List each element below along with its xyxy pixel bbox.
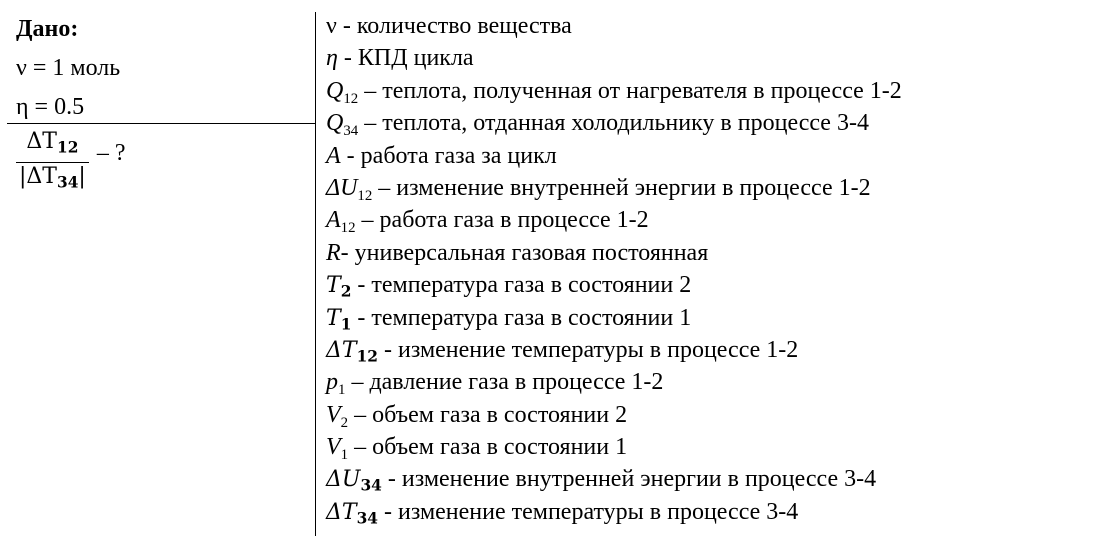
legend-row xyxy=(326,140,1086,172)
fraction-numerator xyxy=(23,128,81,162)
legend-row xyxy=(326,366,1086,398)
legend-symbol-letter: ΔT xyxy=(326,499,357,525)
legend-subscript: 12 xyxy=(356,347,378,366)
denominator-close-bar: | xyxy=(78,163,86,189)
legend-row xyxy=(326,237,1086,269)
legend-symbol: η xyxy=(326,45,338,72)
denominator-symbol: |ΔT xyxy=(19,163,57,189)
legend-row xyxy=(326,42,1086,74)
legend-subscript: 1 xyxy=(340,315,352,334)
legend-symbol: A xyxy=(326,142,341,169)
legend-symbol xyxy=(326,337,378,366)
legend-description: - изменение температуры в процессе 3-4 xyxy=(377,498,799,525)
legend-symbol: ΔU xyxy=(326,174,358,201)
legend-description: - температура газа в состоянии 1 xyxy=(351,304,692,331)
legend-description: – давление газа в процессе 1-2 xyxy=(345,369,664,396)
legend-symbol: R xyxy=(326,239,341,266)
legend-row xyxy=(326,75,1086,107)
legend-row xyxy=(326,302,1086,334)
legend-subscript: 2 xyxy=(340,414,349,431)
legend-row xyxy=(326,204,1086,236)
legend-symbol: A xyxy=(326,207,341,234)
legend-subscript: 12 xyxy=(340,220,356,237)
legend-row xyxy=(326,10,1086,42)
given-eta: η = 0.5 xyxy=(16,94,85,120)
legend-symbol: ν xyxy=(326,13,337,39)
legend-symbol-letter: T xyxy=(326,305,341,331)
legend-description: - универсальная газовая постоянная xyxy=(340,239,709,266)
given-block xyxy=(16,10,316,127)
legend-symbol: Q xyxy=(326,77,344,104)
legend-symbol: Q xyxy=(326,110,344,137)
legend-row xyxy=(326,496,1086,528)
legend-symbol-letter: ΔU xyxy=(326,467,361,493)
legend-symbol: V xyxy=(326,434,341,461)
legend-description: – объем газа в состоянии 1 xyxy=(348,434,628,461)
legend-subscript: 34 xyxy=(343,123,359,140)
legend-description: - изменение внутренней энергии в процессе 3-4 xyxy=(381,466,877,493)
legend-row xyxy=(326,399,1086,431)
temperature-ratio-fraction xyxy=(16,128,89,196)
given-nu: ν = 1 моль xyxy=(16,55,121,81)
legend-subscript: 1 xyxy=(340,447,349,464)
legend-symbol-letter: ΔT xyxy=(326,337,357,363)
legend-symbol-letter: T xyxy=(326,273,341,299)
legend-row xyxy=(326,431,1086,463)
denominator-subscript: 34 xyxy=(56,173,79,192)
legend-symbol: p xyxy=(326,369,338,396)
legend-description: – изменение внутренней энергии в процессе 1-2 xyxy=(372,174,871,201)
legend-row xyxy=(326,334,1086,366)
fraction-denominator xyxy=(16,163,89,197)
legend-description: – теплота, отданная холодильнику в процессе 3-4 xyxy=(358,110,869,137)
legend-description: – объем газа в состоянии 2 xyxy=(348,401,628,428)
legend-subscript: 1 xyxy=(338,382,346,399)
given-separator-line xyxy=(7,123,316,124)
legend-description: - работа газа за цикл xyxy=(340,142,557,169)
legend-description: - КПД цикла xyxy=(337,45,474,72)
legend-subscript: 12 xyxy=(357,188,373,205)
find-block xyxy=(16,128,125,196)
legend-description: – работа газа в процессе 1-2 xyxy=(355,207,649,234)
symbol-legend xyxy=(326,10,1086,528)
legend-symbol: V xyxy=(326,401,341,428)
given-title: Дано: xyxy=(16,16,79,42)
legend-symbol xyxy=(326,499,378,528)
legend-subscript: 34 xyxy=(356,509,378,528)
legend-description: - изменение температуры в процессе 1-2 xyxy=(377,336,799,363)
legend-row xyxy=(326,107,1086,139)
legend-subscript: 34 xyxy=(360,477,382,496)
legend-row xyxy=(326,463,1086,495)
numerator-subscript: 12 xyxy=(56,138,79,157)
legend-description: - температура газа в состоянии 2 xyxy=(351,272,692,299)
column-divider-line xyxy=(315,12,316,536)
legend-description: – теплота, полученная от нагревателя в процессе 1-2 xyxy=(358,77,902,104)
find-question: – ? xyxy=(96,139,126,166)
legend-subscript: 2 xyxy=(340,282,352,301)
legend-row xyxy=(326,269,1086,301)
legend-symbol xyxy=(326,305,352,334)
legend-symbol xyxy=(326,273,352,301)
legend-description: - количество вещества xyxy=(336,13,572,39)
legend-row xyxy=(326,172,1086,204)
legend-symbol xyxy=(326,467,382,496)
numerator-symbol: ΔT xyxy=(26,129,57,154)
legend-subscript: 12 xyxy=(343,90,359,107)
